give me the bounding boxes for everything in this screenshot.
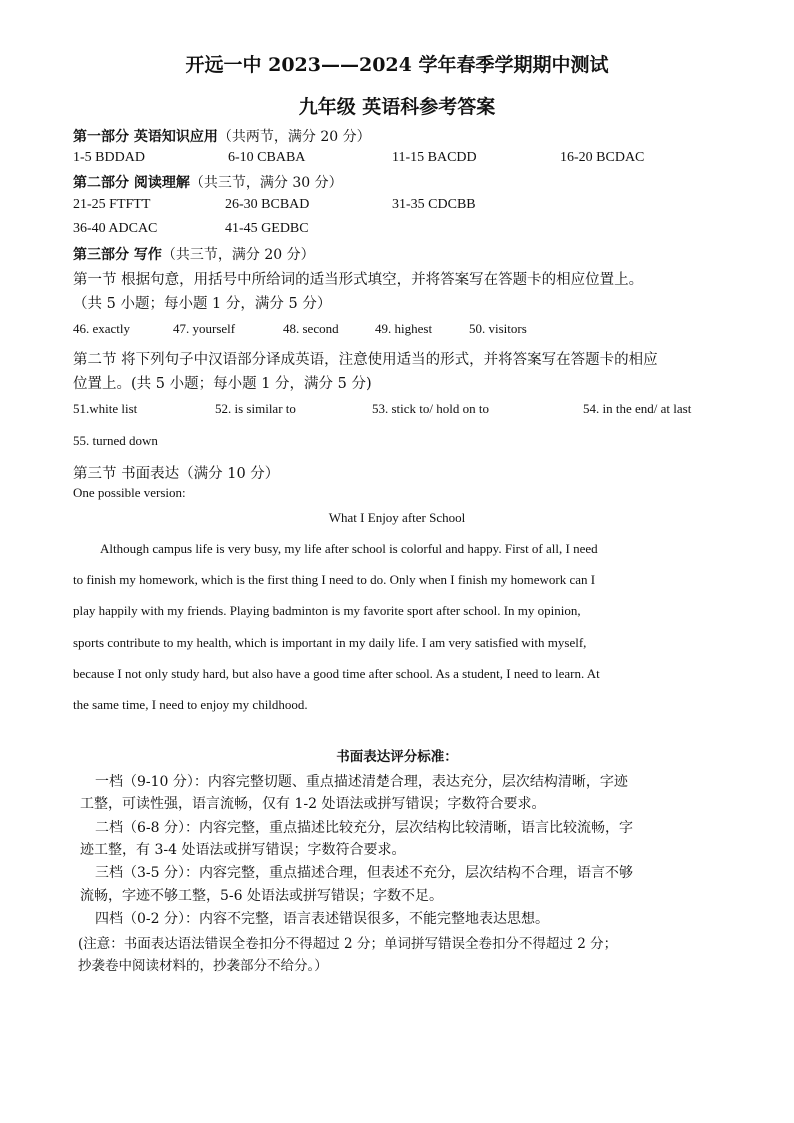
answer-26-30: 26-30 BCBAD — [225, 197, 310, 212]
part2-heading-note: （共三节，满分 30 分） — [189, 175, 343, 191]
answer-47: 47. yourself — [173, 321, 236, 336]
answer-16-20: 16-20 BCDAC — [560, 150, 645, 165]
sec2-instruction-line1: 第二节 将下列句子中汉语部分译成英语，注意使用适当的形式，并将答案写在答题卡的相应 — [73, 352, 658, 368]
answer-48: 48. second — [283, 321, 339, 336]
criteria-line: 流畅，字迹不够工整，5-6 处语法或拼写错误；字数不足。 — [80, 888, 443, 904]
criteria-line: 迹工整，有 3-4 处语法或拼写错误；字数符合要求。 — [80, 842, 406, 858]
sec2-instruction-line2: 位置上。(共 5 小题；每小题 1 分，满分 5 分) — [73, 376, 372, 392]
criteria-note-line1: (注意：书面表达语法错误全卷扣分不得超过 2 分；单词拼写错误全卷扣分不得超过 2 分； — [78, 936, 618, 952]
answer-31-35: 31-35 CDCBB — [392, 197, 476, 212]
page-subtitle: 九年级 英语科参考答案 — [298, 96, 496, 118]
criteria-title: 书面表达评分标准： — [336, 749, 458, 765]
part2-heading — [73, 172, 343, 192]
answer-52: 52. is similar to — [215, 401, 296, 416]
sec1-instruction-line2: （共 5 小题；每小题 1 分，满分 5 分） — [73, 296, 332, 312]
answer-55: 55. turned down — [73, 433, 158, 448]
essay-line: to finish my homework, which is the first thing I need to do. Only when I finish my homework can I — [73, 572, 596, 587]
criteria-line: 一档（9-10 分）：内容完整切题、重点描述清楚合理，表达充分，层次结构清晰，字迹 — [95, 774, 628, 790]
criteria-line: 工整，可读性强，语言流畅，仅有 1-2 处语法或拼写错误；字数符合要求。 — [80, 796, 546, 812]
sec3-heading: 第三节 书面表达（满分 10 分） — [73, 466, 280, 482]
answer-54: 54. in the end/ at last — [583, 401, 692, 416]
answer-53: 53. stick to/ hold on to — [372, 401, 489, 416]
criteria-note-line2: 抄袭卷中阅读材料的，抄袭部分不给分。） — [78, 958, 328, 974]
essay-line: the same time, I need to enjoy my childhood. — [73, 697, 308, 712]
essay-line: sports contribute to my health, which is important in my daily life. I am very satisfied with myself, — [73, 635, 587, 650]
answer-51: 51.white list — [73, 401, 138, 416]
part3-heading-title: 第三部分 写作 — [73, 247, 162, 263]
criteria-line: 二档（6-8 分）：内容完整，重点描述比较充分，层次结构比较清晰，语言比较流畅，字 — [95, 820, 633, 836]
answer-36-40: 36-40 ADCAC — [73, 221, 158, 236]
part1-heading — [73, 126, 371, 146]
part3-heading — [73, 244, 315, 264]
answer-21-25: 21-25 FTFTT — [73, 197, 151, 212]
part3-heading-note: （共三节，满分 20 分） — [161, 247, 315, 263]
part1-heading-note: （共两节，满分 20 分） — [217, 129, 371, 145]
answer-11-15: 11-15 BACDD — [392, 150, 477, 165]
answer-41-45: 41-45 GEDBC — [225, 221, 309, 236]
part1-heading-title: 第一部分 英语知识应用 — [73, 129, 218, 145]
page-title: 开远一中 2023——2024 学年春季学期期中测试 — [185, 54, 609, 76]
sec1-instruction-line1: 第一节 根据句意，用括号中所给词的适当形式填空，并将答案写在答题卡的相应位置上。 — [73, 272, 644, 288]
answer-50: 50. visitors — [469, 321, 527, 336]
version-label: One possible version: — [73, 485, 186, 500]
answer-46: 46. exactly — [73, 321, 131, 336]
answer-1-5: 1-5 BDDAD — [73, 150, 145, 165]
essay-title: What I Enjoy after School — [328, 510, 466, 525]
part2-heading-title: 第二部分 阅读理解 — [73, 175, 190, 191]
essay-line: because I not only study hard, but also have a good time after school. As a student, I need to learn. At — [73, 666, 600, 681]
criteria-line: 四档（0-2 分）：内容不完整，语言表述错误很多，不能完整地表达思想。 — [95, 911, 549, 927]
essay-line: Although campus life is very busy, my life after school is colorful and happy. First of all, I need — [100, 541, 598, 556]
essay-line: play happily with my friends. Playing badminton is my favorite sport after school. In my opinion, — [73, 603, 581, 618]
answer-6-10: 6-10 CBABA — [228, 150, 306, 165]
answer-49: 49. highest — [375, 321, 433, 336]
criteria-line: 三档（3-5 分）：内容完整，重点描述合理，但表述不充分，层次结构不合理，语言不够 — [95, 865, 633, 881]
